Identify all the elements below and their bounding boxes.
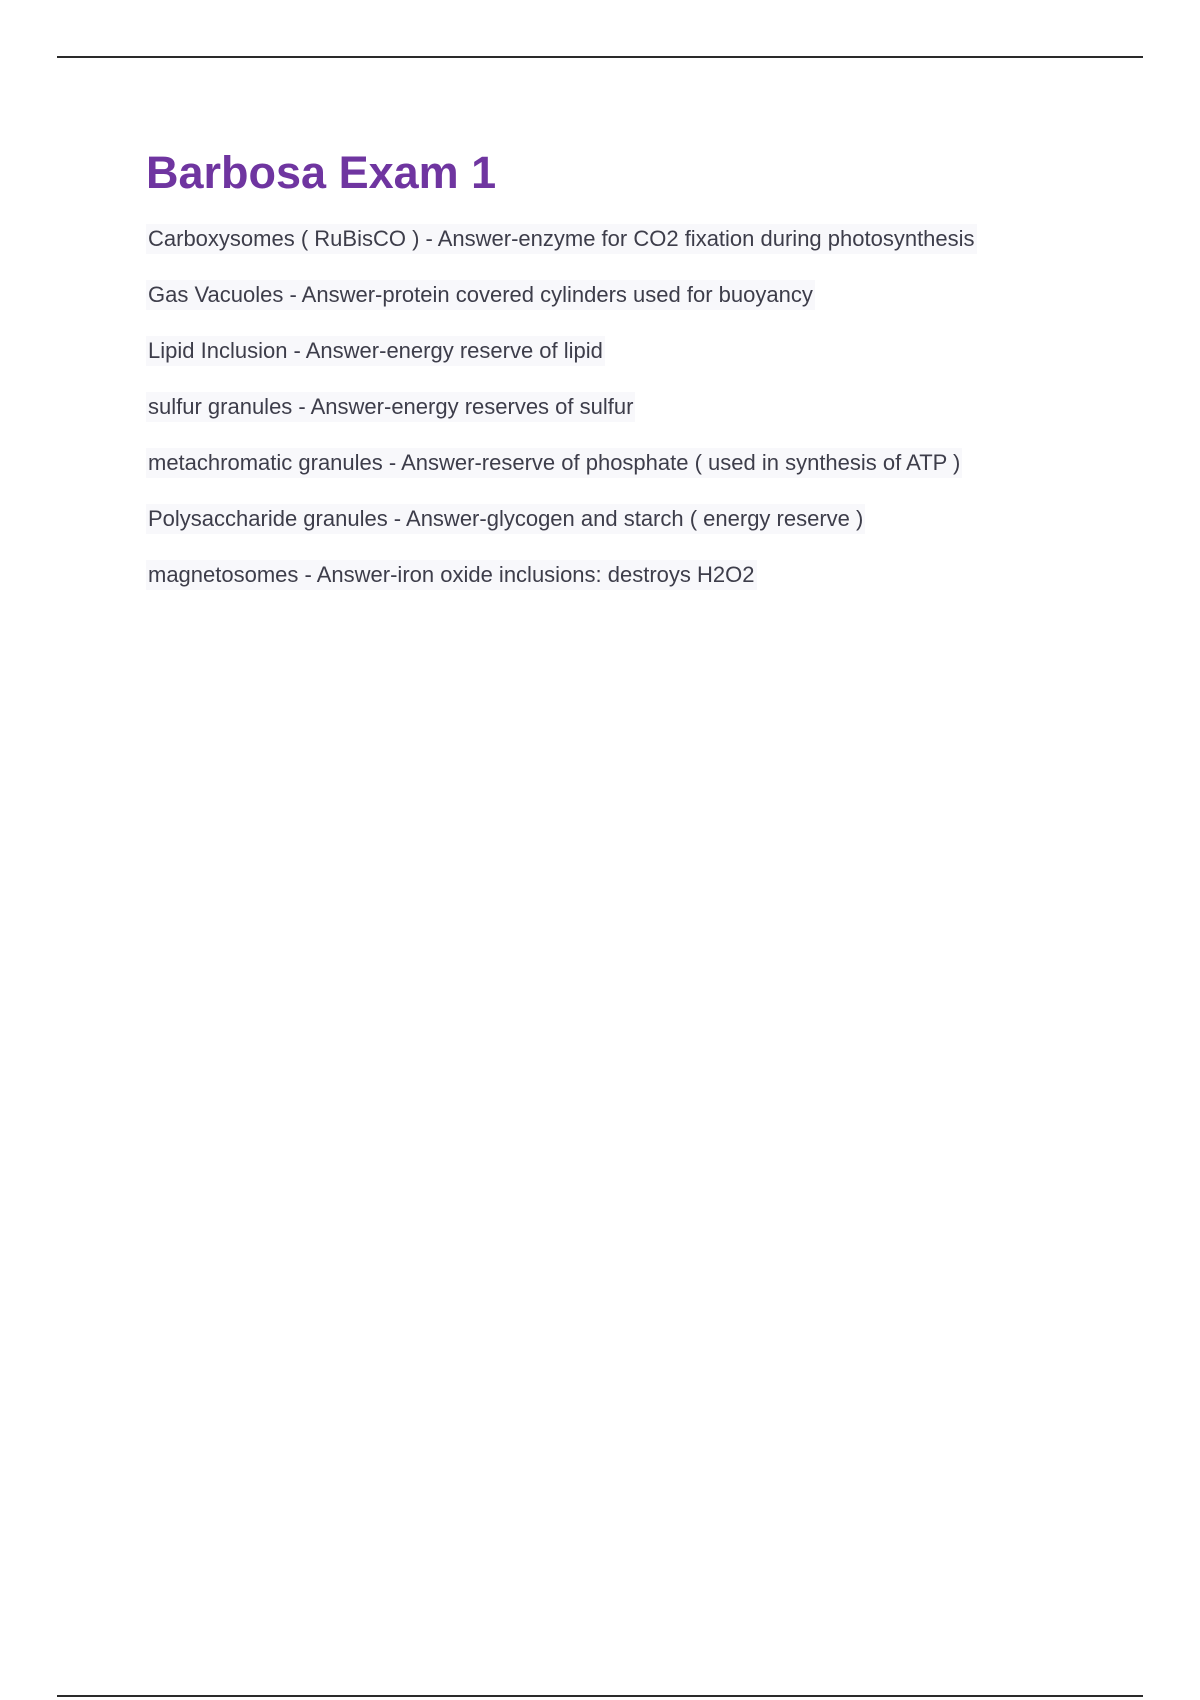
document-body: [146, 140, 1106, 616]
qa-item-polysaccharide-granules: [146, 504, 1106, 560]
bottom-rule: [57, 1695, 1143, 1697]
qa-text: sulfur granules - Answer-energy reserves of sulfur: [146, 392, 635, 422]
qa-text: Carboxysomes ( RuBisCO ) - Answer-enzyme for CO2 fixation during photosynthesis: [146, 224, 977, 254]
qa-text: metachromatic granules - Answer-reserve of phosphate ( used in synthesis of ATP ): [146, 448, 962, 478]
qa-text: Polysaccharide granules - Answer-glycogen and starch ( energy reserve ): [146, 504, 865, 534]
qa-text: Lipid Inclusion - Answer-energy reserve of lipid: [146, 336, 605, 366]
document-title: Barbosa Exam 1: [146, 147, 497, 198]
qa-text: Gas Vacuoles - Answer-protein covered cylinders used for buoyancy: [146, 280, 815, 310]
qa-item-gas-vacuoles: [146, 280, 1106, 336]
qa-item-metachromatic-granules: [146, 448, 1106, 504]
top-rule: [57, 56, 1143, 58]
qa-item-magnetosomes: [146, 560, 1106, 616]
qa-item-sulfur-granules: [146, 392, 1106, 448]
qa-item-carboxysomes: [146, 224, 1106, 280]
qa-text: magnetosomes - Answer-iron oxide inclusions: destroys H2O2: [146, 560, 757, 590]
qa-item-lipid-inclusion: [146, 336, 1106, 392]
qa-list: [146, 224, 1106, 616]
